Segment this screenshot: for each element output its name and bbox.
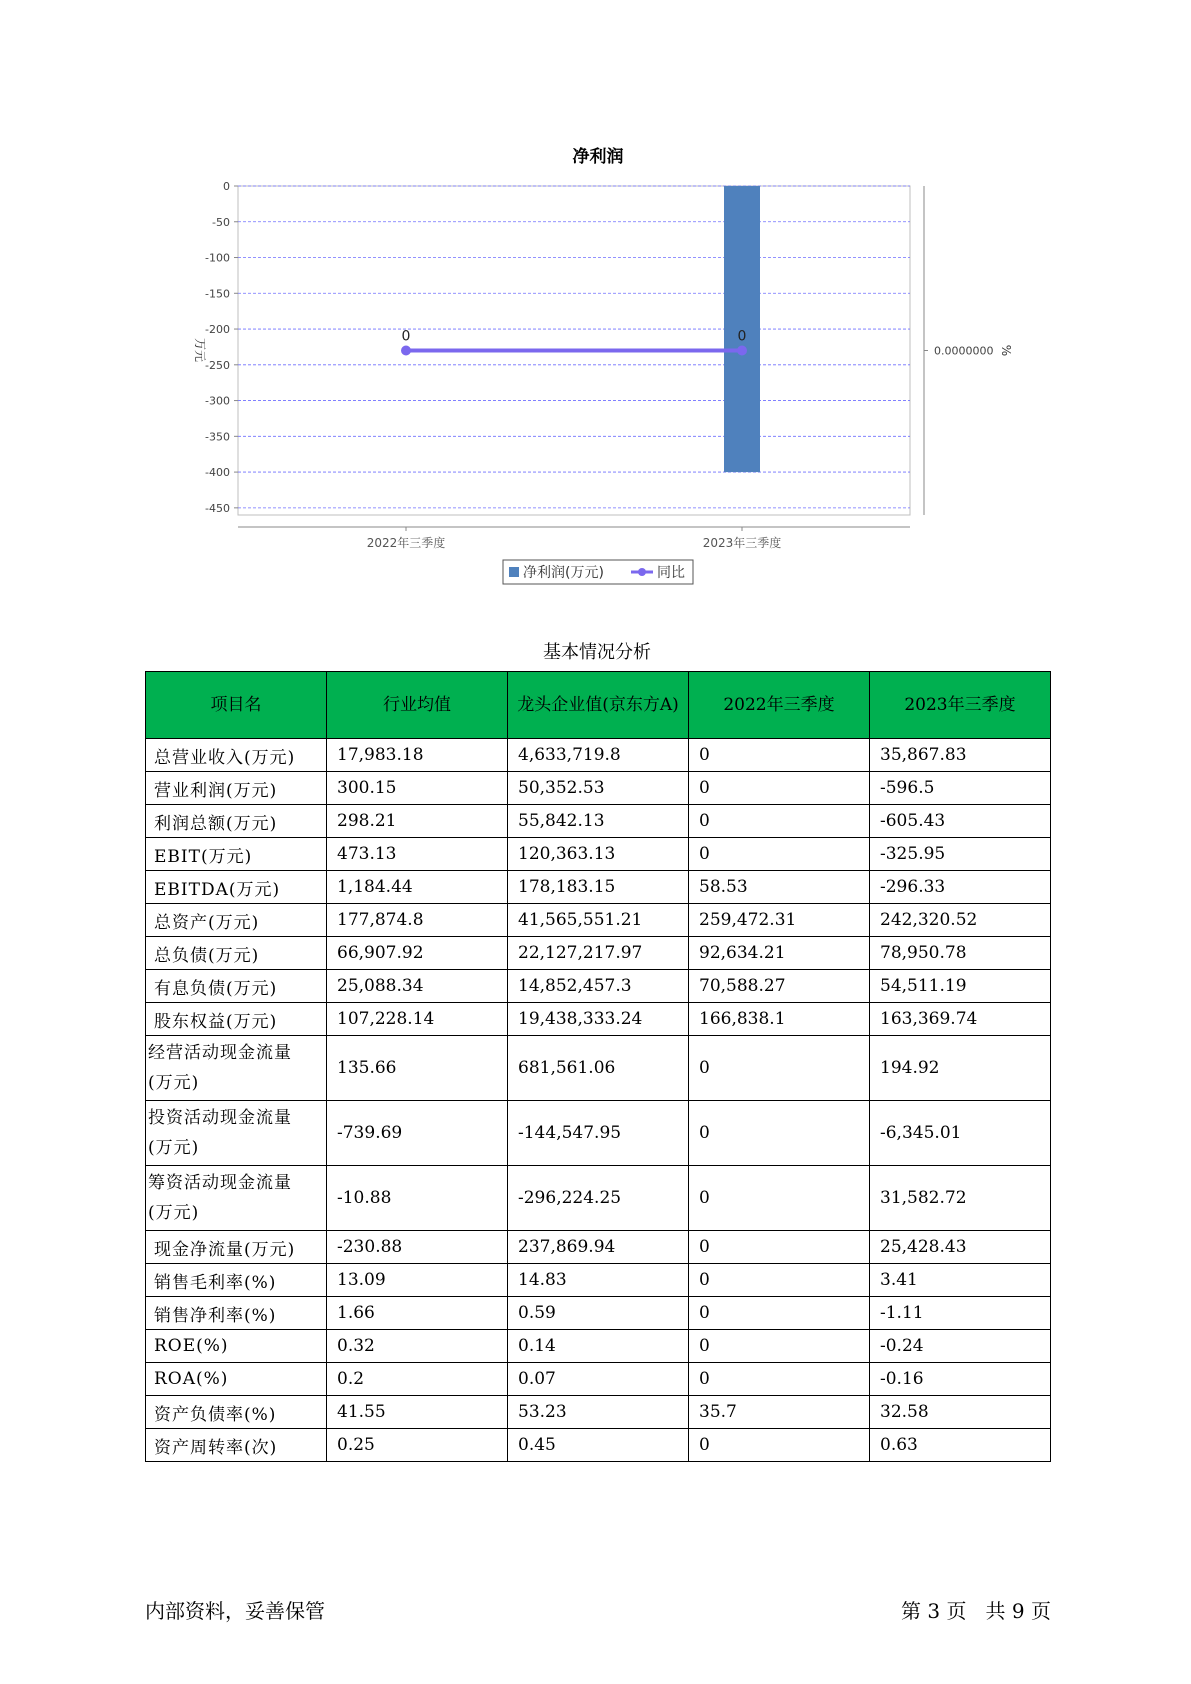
- table-body: [146, 739, 1051, 1462]
- value-cell: 22,127,217.97: [508, 937, 689, 970]
- value-cell: 78,950.78: [870, 937, 1051, 970]
- value-cell: -1.11: [870, 1297, 1051, 1330]
- value-cell: -0.16: [870, 1363, 1051, 1396]
- value-cell: 55,842.13: [508, 805, 689, 838]
- footer-page-number: 第 3 页 共 9 页: [901, 1599, 1051, 1623]
- value-cell: 0: [689, 1363, 870, 1396]
- chart-svg: [0, 0, 1191, 600]
- value-cell: 0: [689, 1231, 870, 1264]
- value-cell: 177,874.8: [327, 904, 508, 937]
- value-cell: 0.14: [508, 1330, 689, 1363]
- value-cell: 194.92: [870, 1036, 1051, 1101]
- row-label-cell: 筹资活动现金流量(万元): [146, 1166, 327, 1231]
- value-cell: 0.25: [327, 1429, 508, 1462]
- value-cell: 0: [689, 1166, 870, 1231]
- value-cell: 13.09: [327, 1264, 508, 1297]
- row-label-cell: 销售毛利率(%): [146, 1264, 327, 1297]
- y-tick-label: -300: [205, 394, 230, 408]
- y-tick-label: -350: [205, 430, 230, 444]
- point-label: 0: [401, 328, 411, 345]
- value-cell: 0: [689, 1429, 870, 1462]
- value-cell: 1.66: [327, 1297, 508, 1330]
- value-cell: -10.88: [327, 1166, 508, 1231]
- value-cell: 92,634.21: [689, 937, 870, 970]
- value-cell: 300.15: [327, 772, 508, 805]
- row-label-cell: 总资产(万元): [146, 904, 327, 937]
- row-label-cell: ROE(%): [146, 1330, 327, 1363]
- value-cell: -144,547.95: [508, 1101, 689, 1166]
- value-cell: -325.95: [870, 838, 1051, 871]
- value-cell: 0.45: [508, 1429, 689, 1462]
- header-item-name: 项目名: [146, 672, 327, 739]
- value-cell: 3.41: [870, 1264, 1051, 1297]
- value-cell: 0: [689, 1297, 870, 1330]
- value-cell: 31,582.72: [870, 1166, 1051, 1231]
- value-cell: 35,867.83: [870, 739, 1051, 772]
- line-point: [401, 346, 411, 356]
- y-tick-label: -100: [205, 251, 230, 265]
- table-row: [146, 805, 1051, 838]
- table-row: [146, 1363, 1051, 1396]
- y-tick-label: -200: [205, 323, 230, 337]
- right-axis-tick-label: 0.0000000: [934, 344, 994, 358]
- value-cell: -596.5: [870, 772, 1051, 805]
- value-cell: 53.23: [508, 1396, 689, 1429]
- row-label-cell: 总营业收入(万元): [146, 739, 327, 772]
- row-label-cell: ROA(%): [146, 1363, 327, 1396]
- value-cell: 25,088.34: [327, 970, 508, 1003]
- value-cell: 25,428.43: [870, 1231, 1051, 1264]
- header-leader-value: 龙头企业值(京东方A): [508, 672, 689, 739]
- value-cell: 14.83: [508, 1264, 689, 1297]
- value-cell: 237,869.94: [508, 1231, 689, 1264]
- point-label: 0: [737, 328, 747, 345]
- value-cell: -6,345.01: [870, 1101, 1051, 1166]
- value-cell: 135.66: [327, 1036, 508, 1101]
- value-cell: 242,320.52: [870, 904, 1051, 937]
- row-label-cell: 有息负债(万元): [146, 970, 327, 1003]
- y-tick-label: -50: [212, 215, 230, 229]
- value-cell: 0: [689, 1036, 870, 1101]
- value-cell: 0: [689, 772, 870, 805]
- row-label-cell: 营业利润(万元): [146, 772, 327, 805]
- value-cell: 66,907.92: [327, 937, 508, 970]
- table-row: [146, 1297, 1051, 1330]
- value-cell: 41.55: [327, 1396, 508, 1429]
- value-cell: 120,363.13: [508, 838, 689, 871]
- value-cell: 58.53: [689, 871, 870, 904]
- value-cell: -605.43: [870, 805, 1051, 838]
- value-cell: 0.2: [327, 1363, 508, 1396]
- value-cell: 298.21: [327, 805, 508, 838]
- value-cell: 35.7: [689, 1396, 870, 1429]
- value-cell: 4,633,719.8: [508, 739, 689, 772]
- row-label-cell: 利润总额(万元): [146, 805, 327, 838]
- value-cell: 0.59: [508, 1297, 689, 1330]
- row-label-cell: 经营活动现金流量(万元): [146, 1036, 327, 1101]
- table-row: [146, 1429, 1051, 1462]
- value-cell: 41,565,551.21: [508, 904, 689, 937]
- table-row: [146, 1231, 1051, 1264]
- table-header-row: [146, 672, 1051, 739]
- footer-confidential: 内部资料，妥善保管: [145, 1599, 325, 1623]
- value-cell: 166,838.1: [689, 1003, 870, 1036]
- table-row: [146, 1101, 1051, 1166]
- row-label-cell: EBIT(万元): [146, 838, 327, 871]
- table-row: [146, 1166, 1051, 1231]
- legend-swatch-bar: [509, 567, 519, 577]
- value-cell: 0.07: [508, 1363, 689, 1396]
- legend-label-line: 同比: [657, 565, 685, 581]
- value-cell: 0: [689, 838, 870, 871]
- legend-swatch-dot: [638, 568, 646, 576]
- row-label-cell: 资产周转率(次): [146, 1429, 327, 1462]
- value-cell: -230.88: [327, 1231, 508, 1264]
- table-row: [146, 1003, 1051, 1036]
- y-tick-label: -150: [205, 287, 230, 301]
- row-label-cell: 投资活动现金流量(万元): [146, 1101, 327, 1166]
- table-row: [146, 1036, 1051, 1101]
- header-2023q3: 2023年三季度: [870, 672, 1051, 739]
- y-tick-label: 0: [223, 180, 230, 193]
- value-cell: 54,511.19: [870, 970, 1051, 1003]
- value-cell: 107,228.14: [327, 1003, 508, 1036]
- row-label-cell: 总负债(万元): [146, 937, 327, 970]
- value-cell: 14,852,457.3: [508, 970, 689, 1003]
- value-cell: -296.33: [870, 871, 1051, 904]
- value-cell: -739.69: [327, 1101, 508, 1166]
- value-cell: 259,472.31: [689, 904, 870, 937]
- value-cell: 0.63: [870, 1429, 1051, 1462]
- header-industry-avg: 行业均值: [327, 672, 508, 739]
- table-row: [146, 1396, 1051, 1429]
- value-cell: 0: [689, 1101, 870, 1166]
- value-cell: 681,561.06: [508, 1036, 689, 1101]
- line-point: [737, 346, 747, 356]
- value-cell: 1,184.44: [327, 871, 508, 904]
- value-cell: 0: [689, 1330, 870, 1363]
- value-cell: 70,588.27: [689, 970, 870, 1003]
- y-tick-label: -450: [205, 501, 230, 515]
- y-tick-label: -250: [205, 358, 230, 372]
- row-label-cell: 股东权益(万元): [146, 1003, 327, 1036]
- value-cell: -296,224.25: [508, 1166, 689, 1231]
- legend-label-bar: 净利润(万元): [523, 565, 604, 581]
- row-label-cell: 资产负债率(%): [146, 1396, 327, 1429]
- table-row: [146, 772, 1051, 805]
- table-row: [146, 937, 1051, 970]
- value-cell: 0: [689, 1264, 870, 1297]
- table-row: [146, 1264, 1051, 1297]
- table-row: [146, 904, 1051, 937]
- table-row: [146, 970, 1051, 1003]
- row-label-cell: EBITDA(万元): [146, 871, 327, 904]
- table-row: [146, 838, 1051, 871]
- table-caption: 基本情况分析: [543, 642, 651, 663]
- table-row: [146, 871, 1051, 904]
- value-cell: 0: [689, 739, 870, 772]
- row-label-cell: 销售净利率(%): [146, 1297, 327, 1330]
- y-axis-label: 万元: [193, 337, 207, 363]
- table-row: [146, 1330, 1051, 1363]
- net-profit-chart: [0, 0, 1191, 600]
- value-cell: 32.58: [870, 1396, 1051, 1429]
- right-axis-label: %: [999, 344, 1013, 357]
- y-tick-label: -400: [205, 466, 230, 480]
- value-cell: 17,983.18: [327, 739, 508, 772]
- x-tick-label: 2022年三季度: [366, 536, 446, 550]
- basic-analysis-table: [145, 671, 1051, 1462]
- row-label-cell: 现金净流量(万元): [146, 1231, 327, 1264]
- table-row: [146, 739, 1051, 772]
- value-cell: 50,352.53: [508, 772, 689, 805]
- chart-title: 净利润: [572, 147, 624, 167]
- value-cell: 178,183.15: [508, 871, 689, 904]
- value-cell: 19,438,333.24: [508, 1003, 689, 1036]
- value-cell: -0.24: [870, 1330, 1051, 1363]
- x-tick-label: 2023年三季度: [702, 536, 782, 550]
- value-cell: 473.13: [327, 838, 508, 871]
- value-cell: 0: [689, 805, 870, 838]
- value-cell: 0.32: [327, 1330, 508, 1363]
- value-cell: 163,369.74: [870, 1003, 1051, 1036]
- header-2022q3: 2022年三季度: [689, 672, 870, 739]
